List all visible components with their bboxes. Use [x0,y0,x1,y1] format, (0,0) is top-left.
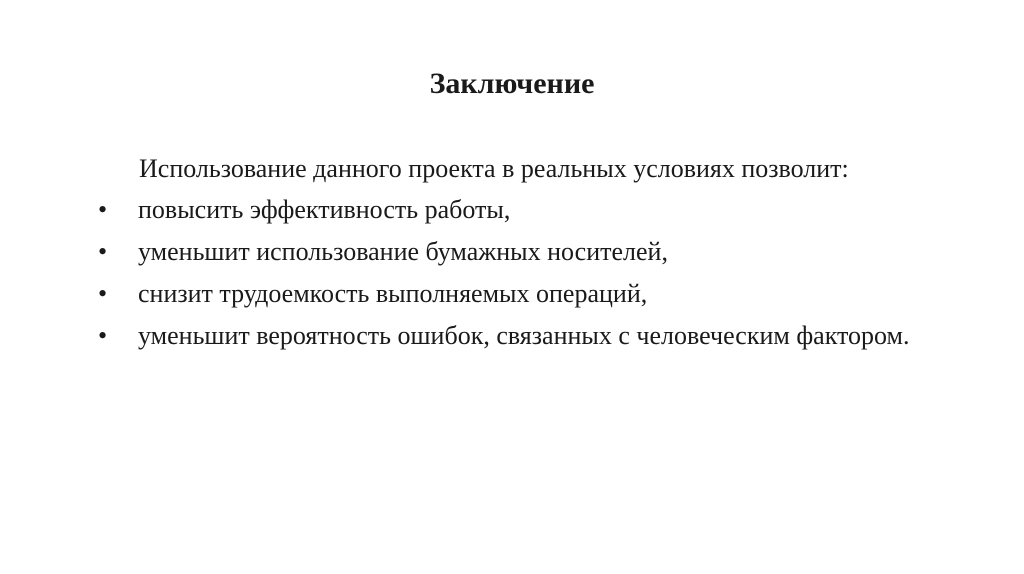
list-item-text: снизит трудоемкость выполняемых операций, [138,279,648,308]
bullet-icon: • [98,237,108,266]
bullet-icon: • [98,195,108,224]
slide-title: Заключение [429,67,595,100]
list-item [98,193,946,226]
bullet-icon: • [98,321,108,350]
list-item-text: уменьшит вероятность ошибок, связанных с человеческим фактором. [138,321,910,350]
list-item-text: уменьшит использование бумажных носителей, [138,237,668,266]
list-item-text: повысить эффективность работы, [138,195,511,224]
slide-content [98,152,946,361]
bullet-icon: • [98,279,108,308]
bullet-list [98,193,946,352]
intro-paragraph: Использование данного проекта в реальных условиях позволит: [139,154,849,183]
list-item [98,235,946,268]
list-item [98,277,946,310]
list-item [98,319,946,352]
